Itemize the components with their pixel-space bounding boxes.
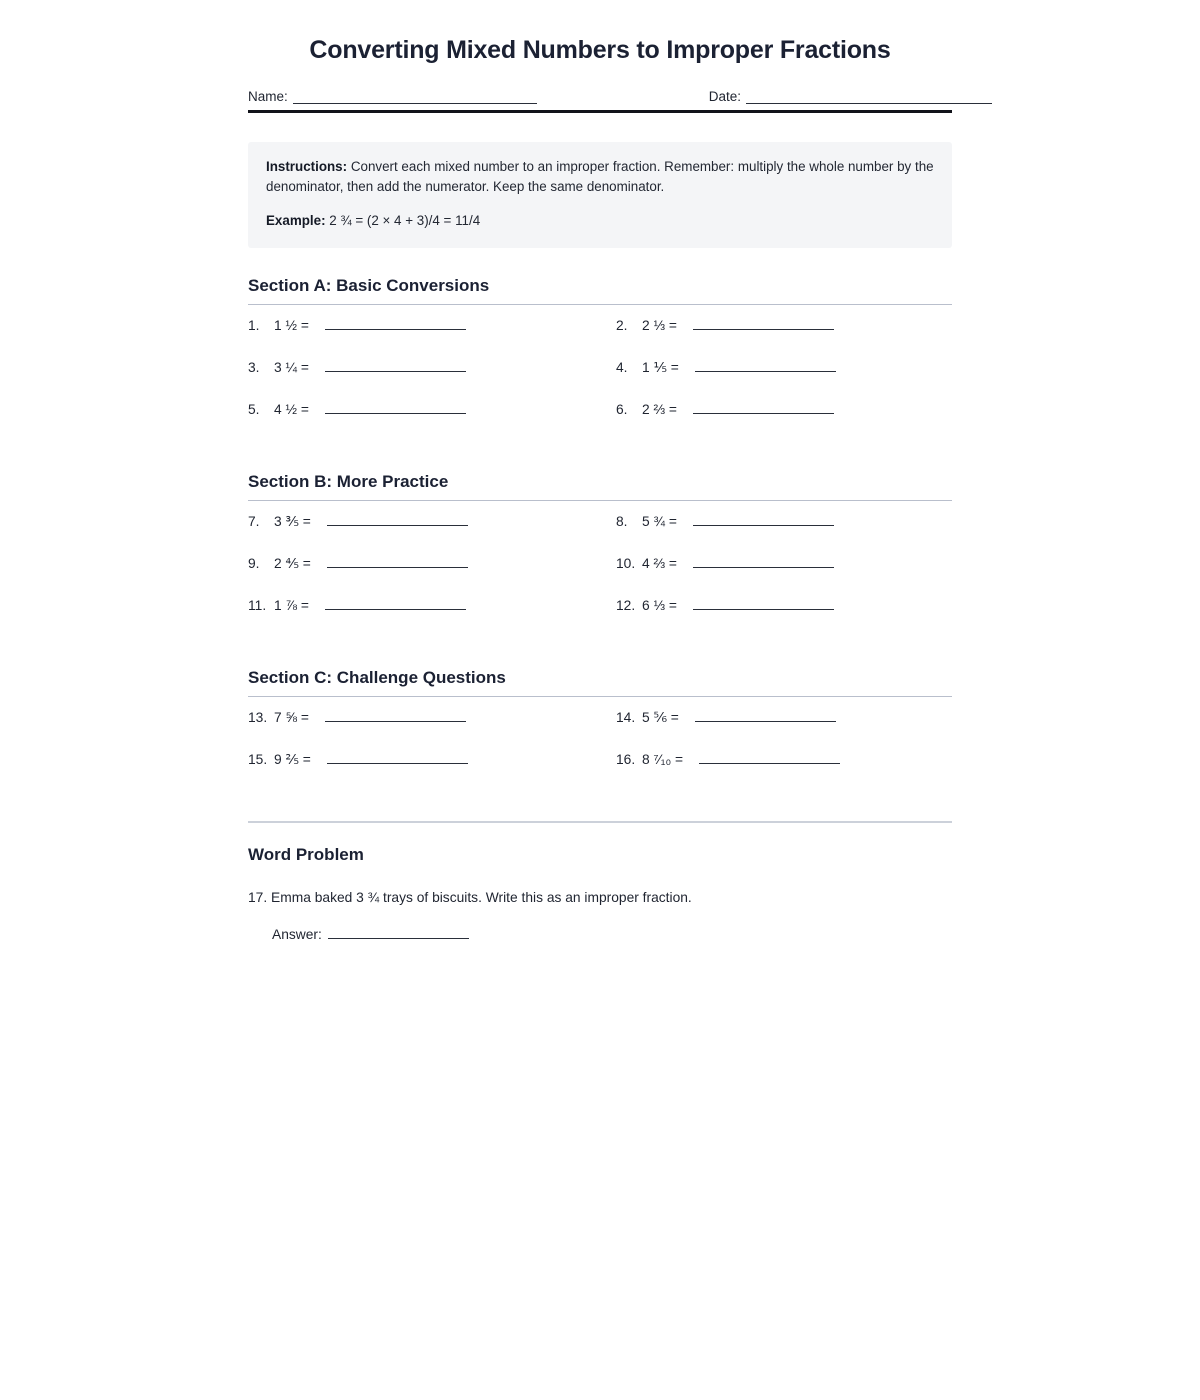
problem-number: 13. bbox=[248, 709, 268, 725]
word-problem-heading: Word Problem bbox=[248, 844, 364, 864]
problem-answer-line[interactable] bbox=[325, 360, 466, 372]
problem-answer-line[interactable] bbox=[325, 318, 466, 330]
problem-expression: 1 ⅞ = bbox=[274, 597, 309, 613]
problem-item bbox=[248, 752, 616, 794]
problem-item bbox=[616, 514, 952, 556]
section-b bbox=[248, 472, 952, 640]
problem-number: 6. bbox=[616, 401, 628, 417]
example-lead: Example: bbox=[266, 213, 326, 229]
problem-answer-line[interactable] bbox=[693, 514, 834, 526]
example-body: 2 ¾ = (2 × 4 + 3)/4 = 11/4 bbox=[329, 213, 481, 229]
problem-expression: 2 ⅔ = bbox=[642, 401, 677, 417]
problem-item bbox=[616, 556, 952, 598]
problem-answer-line[interactable] bbox=[327, 556, 468, 568]
problem-item bbox=[248, 710, 616, 752]
problem-item bbox=[616, 318, 952, 360]
section-c-problems bbox=[248, 710, 952, 794]
answer-input-line[interactable] bbox=[328, 927, 469, 939]
word-problem-section bbox=[248, 845, 952, 942]
header-divider bbox=[248, 110, 952, 113]
problem-number: 2. bbox=[616, 317, 628, 333]
problem-expression: 3 ⅗ = bbox=[274, 513, 311, 529]
problem-number: 7. bbox=[248, 513, 260, 529]
section-a bbox=[248, 276, 952, 444]
problem-answer-line[interactable] bbox=[693, 556, 834, 568]
word-problem-text bbox=[248, 888, 952, 907]
instructions-body: Convert each mixed number to an improper fraction. Remember: multiply the whole number by the denominator, then add the numerator. Keep the same denominator. bbox=[266, 158, 934, 195]
problem-number: 3. bbox=[248, 359, 260, 375]
answer-label: Answer: bbox=[272, 927, 322, 943]
name-label: Name: bbox=[248, 89, 288, 104]
section-a-problems bbox=[248, 318, 952, 444]
name-input-line[interactable] bbox=[293, 91, 537, 104]
problem-expression: 4 ½ = bbox=[274, 401, 309, 417]
problem-expression: 2 ⅘ = bbox=[274, 555, 311, 571]
problem-answer-line[interactable] bbox=[325, 402, 466, 414]
problem-answer-line[interactable] bbox=[325, 710, 466, 722]
problem-item bbox=[616, 710, 952, 752]
section-a-rule bbox=[248, 304, 952, 305]
section-c-heading: Section C: Challenge Questions bbox=[248, 667, 506, 687]
problem-expression: 5 ¾ = bbox=[642, 513, 677, 529]
date-input-line[interactable] bbox=[746, 91, 992, 104]
instructions-box bbox=[248, 142, 952, 248]
instructions-text bbox=[266, 157, 934, 199]
section-c-rule bbox=[248, 696, 952, 697]
problem-expression: 2 ⅓ = bbox=[642, 317, 677, 333]
problem-number: 9. bbox=[248, 555, 260, 571]
problem-item bbox=[248, 318, 616, 360]
problem-number: 10. bbox=[616, 555, 636, 571]
problem-number: 14. bbox=[616, 709, 636, 725]
problem-number: 11. bbox=[248, 597, 267, 613]
problem-expression: 8 ⁷⁄₁₀ = bbox=[642, 751, 684, 767]
problem-expression: 4 ⅔ = bbox=[642, 555, 677, 571]
problem-answer-line[interactable] bbox=[695, 360, 836, 372]
problem-answer-line[interactable] bbox=[325, 598, 466, 610]
problem-answer-line[interactable] bbox=[693, 402, 834, 414]
section-b-heading: Section B: More Practice bbox=[248, 471, 449, 491]
problem-expression: 3 ¼ = bbox=[274, 359, 309, 375]
problem-answer-line[interactable] bbox=[699, 752, 840, 764]
name-field-group bbox=[248, 90, 537, 104]
problem-expression: 1 ⅕ = bbox=[642, 359, 679, 375]
instructions-lead: Instructions: bbox=[266, 158, 348, 174]
page-title: Converting Mixed Numbers to Improper Fractions bbox=[309, 36, 891, 64]
problem-answer-line[interactable] bbox=[693, 598, 834, 610]
problem-expression: 1 ½ = bbox=[274, 317, 309, 333]
problem-expression: 7 ⅝ = bbox=[274, 709, 309, 725]
problem-answer-line[interactable] bbox=[327, 514, 468, 526]
name-date-row bbox=[248, 90, 952, 104]
problem-answer-line[interactable] bbox=[695, 710, 836, 722]
date-label: Date: bbox=[708, 89, 742, 104]
problem-item bbox=[248, 360, 616, 402]
problem-item bbox=[248, 402, 616, 444]
problem-number: 5. bbox=[248, 401, 260, 417]
word-problem-divider bbox=[248, 821, 952, 823]
section-c bbox=[248, 668, 952, 794]
problem-number: 16. bbox=[616, 751, 636, 767]
section-b-problems bbox=[248, 514, 952, 640]
problem-item bbox=[616, 598, 952, 640]
section-b-rule bbox=[248, 500, 952, 501]
problem-expression: 9 ⅖ = bbox=[274, 751, 311, 767]
problem-item bbox=[616, 752, 952, 794]
problem-number: 15. bbox=[248, 751, 268, 767]
problem-expression: 6 ⅓ = bbox=[642, 597, 677, 613]
date-field-group bbox=[709, 90, 992, 104]
problem-number: 4. bbox=[616, 359, 628, 375]
word-problem-body: Emma baked 3 ¾ trays of biscuits. Write this as an improper fraction. bbox=[271, 889, 692, 905]
problem-item bbox=[616, 360, 952, 402]
problem-item bbox=[248, 598, 616, 640]
problem-number: 8. bbox=[616, 513, 628, 529]
problem-item bbox=[616, 402, 952, 444]
problem-number: 12. bbox=[616, 597, 636, 613]
word-problem-answer-row bbox=[272, 927, 952, 942]
word-problem-number: 17. bbox=[248, 889, 268, 905]
problem-answer-line[interactable] bbox=[693, 318, 834, 330]
problem-expression: 5 ⅚ = bbox=[642, 709, 679, 725]
problem-item bbox=[248, 514, 616, 556]
section-a-heading: Section A: Basic Conversions bbox=[248, 275, 490, 295]
problem-item bbox=[248, 556, 616, 598]
example-text bbox=[266, 211, 934, 232]
problem-answer-line[interactable] bbox=[327, 752, 468, 764]
problem-number: 1. bbox=[248, 317, 260, 333]
